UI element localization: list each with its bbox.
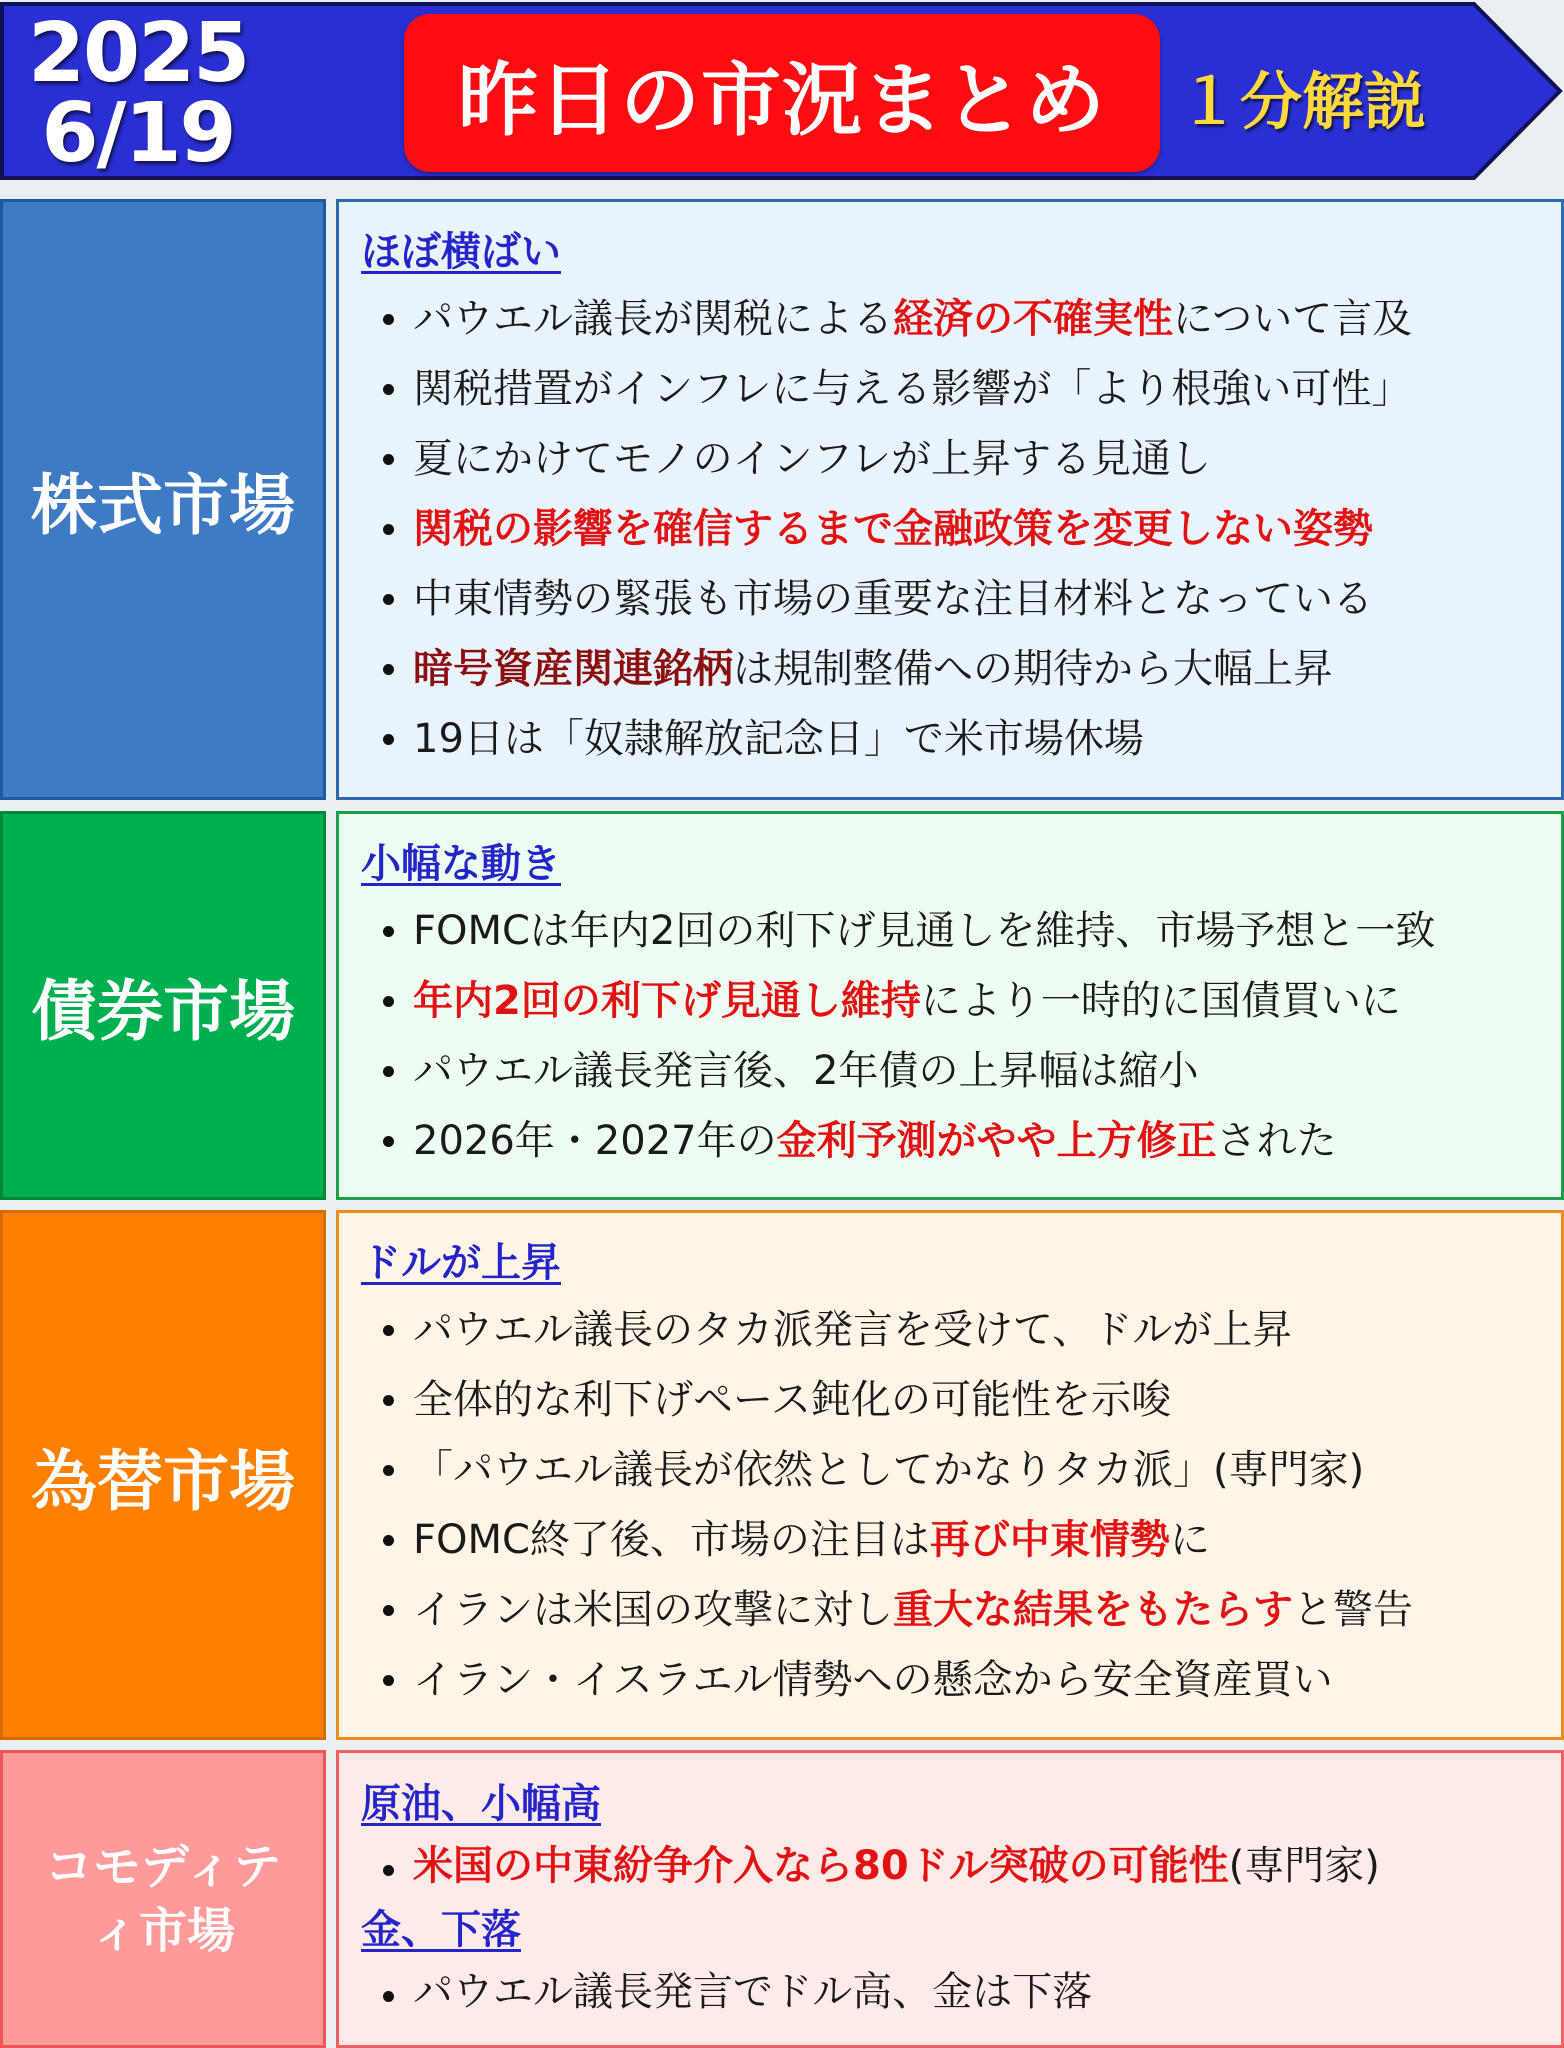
item-text: イランは米国の攻撃に対し: [413, 1587, 893, 1633]
oil-bullet-list: [361, 1835, 1561, 1897]
item-text: パウエル議長発言後、2年債の上昇幅は縮小: [413, 1048, 1199, 1094]
item-text: 「パウエル議長が依然としてかなりタカ派」(専門家): [413, 1447, 1365, 1493]
oil-heading: 原油、小幅高: [361, 1781, 601, 1827]
bond-market-label: 債券市場: [0, 811, 326, 1200]
highlight-text: 重大な結果をもたらす: [893, 1587, 1293, 1633]
item-text: 2026年・2027年の: [413, 1118, 777, 1164]
list-item: [413, 1505, 1561, 1575]
list-item: [413, 704, 1561, 774]
item-text: と警告: [1293, 1587, 1413, 1633]
bond-bullet-list: [361, 896, 1561, 1176]
list-item: [413, 1036, 1561, 1106]
stock-market-label: 株式市場: [0, 199, 326, 800]
stock-market-panel: [336, 199, 1564, 800]
fx-bullet-list: [361, 1295, 1561, 1715]
item-text: パウエル議長のタカ派発言を受けて、ドルが上昇: [413, 1307, 1293, 1353]
date-block: [28, 6, 249, 181]
item-text: に: [1169, 1517, 1210, 1563]
item-text: 19日は「奴隷解放記念日」で米市場休場: [413, 716, 1144, 762]
gold-bullet-list: [361, 1961, 1561, 2023]
commodity-label-line2: ィ市場: [90, 1903, 235, 1959]
list-item: [413, 564, 1561, 634]
highlight-text: 米国の中東紛争介入なら80ドル突破の可能性: [413, 1843, 1229, 1889]
item-text: FOMC終了後、市場の注目は: [413, 1517, 930, 1563]
commodity-label-line1: コモディテ: [44, 1839, 282, 1895]
date-year: 2025: [28, 6, 249, 101]
item-text: 関税措置がインフレに与える影響が「より根強い可性」: [413, 366, 1412, 412]
highlight-text: 経済の不確実性: [893, 296, 1173, 342]
item-text: により一時的に国債買いに: [920, 978, 1401, 1024]
stock-bullet-list: [361, 284, 1561, 774]
highlight-text: 金利予測がやや上方修正: [776, 1118, 1217, 1164]
header-banner: [0, 0, 1564, 182]
fx-market-panel: [336, 1210, 1564, 1740]
commodity-market-panel: [336, 1750, 1564, 2048]
list-item: [413, 966, 1561, 1036]
list-item: [413, 1295, 1561, 1365]
item-text: 全体的な利下げペース鈍化の可能性を示唆: [413, 1377, 1171, 1423]
stock-heading: ほぼ横ばい: [361, 229, 561, 275]
title-banner: [404, 14, 1160, 172]
item-text: 夏にかけてモノのインフレが上昇する見通し: [413, 436, 1211, 482]
list-item: [413, 284, 1561, 354]
gold-heading: 金、下落: [361, 1907, 521, 1953]
highlight-text: 暗号資産関連銘柄: [413, 646, 733, 692]
list-item: [413, 1575, 1561, 1645]
highlight-text: 関税の影響を確信するまで金融政策を変更しない姿勢: [413, 506, 1373, 552]
fx-heading: ドルが上昇: [361, 1240, 561, 1286]
page-title: 昨日の市況まとめ: [458, 53, 1106, 147]
list-item: [413, 1645, 1561, 1715]
item-text: パウエル議長が関税による: [413, 296, 893, 342]
bond-market-panel: [336, 811, 1564, 1200]
item-text: パウエル議長発言でドル高、金は下落: [413, 1969, 1093, 2015]
item-text: 中東情勢の緊張も市場の重要な注目材料となっている: [413, 576, 1373, 622]
item-text: について言及: [1173, 296, 1413, 342]
page-subtitle: １分解説: [1178, 65, 1427, 138]
list-item: [413, 424, 1561, 494]
item-text: イラン・イスラエル情勢への懸念から安全資産買い: [413, 1657, 1333, 1703]
list-item: [413, 494, 1561, 564]
list-item: [413, 896, 1561, 966]
highlight-text: 再び中東情勢: [929, 1517, 1170, 1563]
item-text: された: [1216, 1118, 1337, 1164]
list-item: [413, 1365, 1561, 1435]
list-item: [413, 1106, 1561, 1176]
list-item: [413, 1961, 1561, 2023]
list-item: [413, 634, 1561, 704]
fx-market-label: 為替市場: [0, 1210, 326, 1740]
highlight-text: 年内2回の利下げ見通し維持: [413, 978, 921, 1024]
list-item: [413, 354, 1561, 424]
item-text: は規制整備への期待から大幅上昇: [733, 646, 1333, 692]
item-text: (専門家): [1228, 1843, 1380, 1889]
date-day: 6/19: [41, 86, 235, 181]
commodity-market-label: [0, 1750, 326, 2048]
item-text: FOMCは年内2回の利下げ見通しを維持、市場予想と一致: [413, 908, 1436, 954]
bond-heading: 小幅な動き: [361, 841, 561, 887]
list-item: [413, 1435, 1561, 1505]
list-item: [413, 1835, 1561, 1897]
